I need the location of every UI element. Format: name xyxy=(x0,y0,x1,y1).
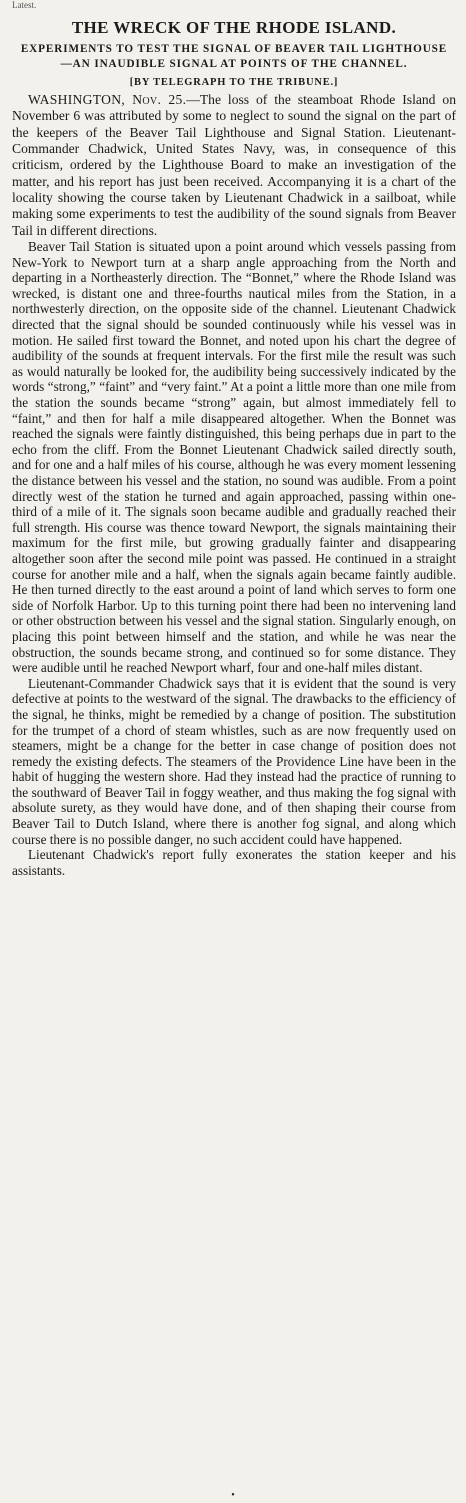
dateline: WASHINGTON, Nov. 25. xyxy=(28,92,187,107)
paragraph-3: Lieutenant-Commander Chadwick says that it is evident that the sound is very defective at points to the westward of the signal. The drawbacks to the efficiency of the signal, he thinks, might be remedied by a change of position. The substitution for the trumpet of a chord of steam whistles, such as are now frequently used on steamers, might be a change for the better in case change of position does not remedy the existing defects. The steamers of the Providence Line have been in the habit of hugging the western shore. Had they instead had the practice of running to the southward of Beaver Tail in foggy weather, and thus making the fog signal with absolute surety, as they would have done, and of then shaping their course from Beaver Tail to Dutch Island, where there is another fog signal, and along which course there is no possible danger, no such accident could have happened. xyxy=(12,675,456,847)
paragraph-1 xyxy=(12,92,456,239)
article-subheadline: EXPERIMENTS TO TEST THE SIGNAL OF BEAVER TAIL LIGHTHOUSE—AN INAUDIBLE SIGNAL AT POINTS OF THE CHANNEL. xyxy=(20,43,448,70)
paragraph-2: Beaver Tail Station is situated upon a point around which vessels passing from New-York to Newport turn at a sharp angle approaching from the North and departing in a Northeasterly direction. The “Bonnet,” where the Rhode Island was wrecked, is distant one and three-fourths nautical miles from the Station, in a northwesterly direction, on the opposite side of the channel. Lieutenant Chadwick directed that the signal should be sounded continuously while his vessel was in motion. He sailed first toward the Bonnet, and noted upon his chart the degree of audibility of the sounds at frequent intervals. For the first mile the result was such as would naturally be looked for, the audibility being successively indicated by the words “strong,” “faint” and “very faint.” At a point a little more than one mile from the station the sounds became “strong” again, but almost immediately fell to “faint,” and then for half a mile disappeared altogether. When the Bonnet was reached the signals were faintly distinguished, this being perhaps due in part to the echo from the cliff. From the Bonnet Lieutenant Chadwick sailed directly south, and for one and a half miles of his course, although he was every moment lessening the distance between his vessel and the station, no sound was audible. From a point directly west of the station he turned and again approached, passing within one-third of a mile of it. The signals soon became audible and gradually reached their full strength. His course was thence toward Newport, the signals maintaining their maximum for the first mile, but growing gradually fainter and disappearing altogether soon after the second mile point was passed. He continued in a straight course for another mile and a half, when the signals again became faintly audible. He then turned directly to the east around a point of land which serves to form one side of Norfolk Harbor. Up to this turning point there had been no intervening land or other obstruction between his vessel and the signal station. Singularly enough, on placing this point between himself and the station, and while he was near the obstruction, the sounds became strong, and continued so for some distance. They were audible until he reached Newport wharf, four and one-half miles distant. xyxy=(12,239,456,676)
article-body xyxy=(12,92,456,878)
paragraph-1-text: —The loss of the steamboat Rhode Island on November 6 was attributed by some to neglect to sound the signal on the part of the keepers of the Beaver Tail Lighthouse and Signal Station. Lieutenant-Commander Chadwick, United States Navy, was, in consequence of this criticism, ordered by the Lighthouse Board to make an investigation of the matter, and his report has just been received. Accompanying it is a chart of the locality showing the course taken by Lieutenant Chadwick in a sailboat, while making some experiments to test the audibility of the sound signals from Beaver Tail in different directions. xyxy=(12,92,456,238)
top-fragment-text: Latest. xyxy=(12,0,37,10)
column-end-mark: • xyxy=(231,1490,235,1501)
telegraph-credit: [BY TELEGRAPH TO THE TRIBUNE.] xyxy=(129,77,339,88)
paragraph-4: Lieutenant Chadwick's report fully exonerates the station keeper and his assistants. xyxy=(12,847,456,878)
article-headline: THE WRECK OF THE RHODE ISLAND. xyxy=(71,18,397,37)
